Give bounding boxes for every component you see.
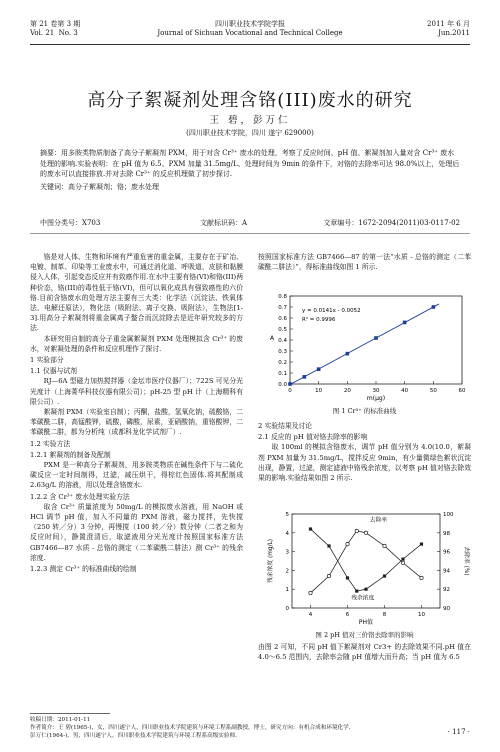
left-column: [30, 252, 243, 574]
left-y-tick-label: 4: [285, 530, 289, 537]
abstract-text: 摘要：用多胺类物质制备了高分子絮凝剂 PXM，用于对含 Cr³⁺ 废水的处理，考察了反应时间、pH 值、絮凝剂加入量对含 Cr³⁺ 废水处理的影响.实验表明：在 pH 值为 6.5、PXM 加量 31.5mg/L、处理时间为 9min 的条件下，对铬的去除率可达 98.0%以上，处理后的废水可以直接排放.并对去除 Cr³⁺ 的反应机理做了初步探讨.: [40, 149, 460, 178]
residual-point: [401, 558, 404, 561]
body-paragraph: PXM 是一种高分子絮凝剂，用多胺类物质在碱性条件下与二硫化碳反应一定时间制得，过滤，减压烘干，得棕红色固体.将其配制成 2.63g/L 的溶液，用以处理含铬废水.: [30, 461, 243, 490]
header-volume: 第 21 卷第 3 期 Vol. 21 No. 3: [30, 20, 81, 37]
x-axis-label: PH值: [358, 619, 374, 626]
figure-1-caption: 图 1 Cr³⁺ 的标准曲线: [332, 407, 397, 415]
page-number: · 117 ·: [447, 728, 470, 736]
left-y-tick-label: 0: [285, 606, 289, 612]
removal-point: [327, 574, 330, 577]
x-axis-label: m(μg): [366, 395, 386, 402]
header-rule: [30, 44, 470, 45]
x-tick-label: 60: [458, 388, 466, 394]
x-tick-label: 8: [382, 612, 387, 618]
right-column-discussion: 由图 2 可知，不同 pH 值下絮凝剂对 Cr3+ 的去除效果不同.pH 值在 4.0～6.5 范围内，去除率会随 pH 值增大而升高；当 pH 值为 6.5: [258, 643, 471, 662]
data-point: [432, 305, 436, 309]
r-squared: R² = 0.9996: [302, 317, 336, 323]
data-point: [303, 375, 307, 379]
residual-point: [364, 588, 367, 591]
figure-2-caption: 图 2 pH 值对三价铬去除率的影响: [315, 631, 414, 639]
section-heading: 1 实验部分: [30, 356, 64, 365]
left-y-axis-label: 残余浓度 (mg/L): [268, 538, 274, 584]
y-tick-label: 0.1: [278, 371, 287, 377]
data-point: [374, 336, 378, 340]
body-paragraph: 取 100ml 的模拟含铬废水，调节 pH 值分别为 4.0(10.0，絮凝剂 PXM 加量为 31.5mg/L，搅拌反应 9min，有少量微绿色絮状沉淀出现，静置，过滤，测定滤液中铬残余浓度，以考察 pH 值对铬去除效果的影响.实验结果如图 2 所示.: [258, 443, 471, 483]
plot-frame: [292, 514, 440, 608]
section-heading: 1.2.3 测定 Cr³⁺ 的标准曲线的绘制: [30, 565, 137, 574]
removal-point: [309, 591, 312, 594]
x-tick-label: 20: [343, 388, 351, 394]
removal-point: [346, 542, 349, 545]
right-y-axis-label: 去除率 (%): [463, 546, 469, 576]
x-tick-label: 4: [308, 612, 313, 618]
y-tick-label: 0.8: [278, 294, 287, 300]
residual-point: [355, 589, 358, 592]
section-heading: 1.1 仪器与试剂: [30, 367, 77, 376]
series-line-residual: [311, 529, 422, 591]
affiliation: (四川职业技术学院，四川 遂宁 629000): [186, 129, 314, 137]
x-tick-label: 30: [372, 388, 380, 394]
legend-removal: 去除率: [369, 517, 388, 524]
section-heading: 1.2 实验方法: [30, 439, 71, 448]
right-y-tick-label: 98: [443, 530, 450, 537]
authors: 王 碧，彭万仁: [209, 115, 291, 126]
y-tick-label: 0.5: [278, 327, 287, 333]
y-tick-label: 0.7: [278, 305, 287, 311]
section-heading: 2.1 反应的 pH 值对铬去除率的影响: [258, 433, 368, 442]
right-column-results: [258, 420, 471, 483]
section-divider: [30, 233, 470, 234]
right-y-tick-label: 96: [443, 549, 450, 556]
removal-point: [364, 531, 367, 534]
residual-point: [346, 576, 349, 579]
footnote: 收稿日期：2011-01-11 作者简介：王 碧(1965-)，女，四川遂宁人，四川职业技术学院建筑与环境工程系副教授，博士，研究方向：有机合成和环境化学. 彭万仁(1964-)，男，四川遂宁人，四川职业技术学院建筑与环境工程系高级实验师.: [30, 717, 351, 739]
x-tick-label: 10: [418, 612, 425, 618]
keywords: 关键词：高分子絮凝剂；铬；废水处理: [40, 182, 159, 191]
residual-point: [309, 527, 312, 530]
right-y-tick-label: 94: [443, 568, 450, 575]
left-y-tick-label: 1: [285, 587, 289, 594]
x-tick-label: 40: [401, 388, 409, 394]
body-paragraph: 取含 Cr³⁺ 质量浓度为 50mg/L 的模拟废水溶液，用 NaOH 或 HCl 调节 pH 值，加入不同量的 PXM 溶液，磁力搅拌，先快搅（250 转／分）3 分钟，再慢搅（100 转／分）数分钟（二者之和为反应时间），静置澄清后，取滤液用分光光度计按照国家标准方法 GB7466—87 水质 - 总铬的测定（二苯碳酰二肼法）测 Cr³⁺ 的残余浓度.: [30, 502, 243, 562]
body-paragraph: 本研究用自制的高分子重金属絮凝剂 PXM 处理模拟含 Cr³⁺ 的废水，对絮凝处理的条件和反应机理作了探讨.: [30, 334, 243, 353]
y-axis-label: A: [269, 335, 275, 342]
removal-point: [383, 544, 386, 547]
removal-point: [355, 529, 358, 532]
paper-title: 高分子絮凝剂处理含铬(III)废水的研究: [87, 90, 413, 111]
residual-point: [327, 544, 330, 547]
y-tick-label: 0.6: [278, 316, 287, 322]
figure-1-standard-curve: [262, 290, 472, 402]
article-number: 文章编号：1672-2094(2011)03-0117-02: [323, 219, 460, 227]
data-point: [403, 321, 407, 325]
left-y-tick-label: 3: [285, 549, 289, 556]
data-point: [317, 367, 321, 371]
y-tick-label: 0.2: [278, 360, 287, 366]
y-tick-label: 0.3: [278, 349, 287, 355]
document-code: 文献标识码：A: [200, 219, 248, 227]
legend-residual: 残余浓度: [351, 595, 375, 602]
header-journal: 四川职业技术学院学报 Journal of Sichuan Vocational and Technical College: [157, 20, 343, 37]
right-y-tick-label: 90: [443, 606, 450, 612]
body-paragraph: 铬是对人体、生物和环境有严重危害的重金属，主要存在于矿冶、电镀、制革、印染等工业废水中，可通过消化道、呼吸道、皮肤和黏膜侵入人体，引起变态反应并有致癌作用.在水中主要有铬(VI)和铬(III)两种价态，铬(III)的毒性低于铬(VI)，但可以氧化成具有强致癌性的六价铬.目前含铬废水的处理方法主要有三大类：化学法（沉淀法、铁氧体法、电解还原法），物化法（吸附法、离子交换、吸附法），生物法[1-3].用高分子絮凝剂将重金属离子螯合而沉淀除去是近年研究较多的方法.: [30, 253, 243, 333]
header-date: 2011 年 6 月 Jun.2011: [427, 20, 470, 37]
residual-point: [383, 574, 386, 577]
y-tick-label: 0.4: [278, 338, 287, 344]
data-point: [346, 352, 350, 356]
removal-point: [420, 576, 423, 579]
body-paragraph: 絮凝剂 PXM（实验室自制）；丙酮，盐酸，氢氧化钠，硫酸铬，二苯碳酰二肼，高锰酸钾，硫酸，磷酸，尿素，亚硝酸钠，重铬酸钾，二苯碳酰二肼，都为分析纯（成都科龙化学试剂厂）.: [30, 408, 243, 437]
left-y-tick-label: 2: [285, 568, 289, 575]
removal-point: [401, 561, 404, 564]
body-paragraph: RJ—6A 型磁力加热搅拌器（金坛市医疗仪器厂）；722S 可见分光光度计（上海菁华科技仪器有限公司）；pH-25 型 pH 计（上海精科有限公司）.: [30, 377, 243, 406]
y-tick-label: 0.0: [278, 382, 287, 388]
residual-point: [420, 542, 423, 545]
series-line-removal: [311, 531, 422, 593]
fit-equation: y = 0.0141x - 0.0052: [302, 308, 361, 314]
right-column-intro: 按照国家标准方法 GB7466—87 的第一法“水质 - 总铬的测定（二苯碳酰二肼法）”，得标准曲线如图 1 所示.: [258, 253, 471, 272]
trendline: [291, 304, 439, 384]
section-heading: 1.2.1 絮凝剂的制备及配制: [30, 450, 111, 459]
section-heading: 1.2.2 含 Cr³⁺ 废水处理实验方法: [30, 492, 130, 501]
abstract-block: [40, 148, 460, 192]
x-tick-label: 50: [429, 388, 437, 394]
right-y-tick-label: 100: [443, 512, 454, 518]
clc-number: 中图分类号：X703: [40, 219, 101, 227]
right-y-tick-label: 92: [443, 587, 450, 594]
x-tick-label: 6: [345, 612, 350, 618]
figure-2-ph-effect: [262, 508, 472, 626]
data-point: [288, 382, 292, 386]
left-y-tick-label: 5: [285, 512, 289, 518]
x-tick-label: 10: [315, 388, 323, 394]
section-heading: 2 实验结果及讨论: [258, 422, 313, 430]
x-tick-label: 0: [288, 388, 292, 394]
footnote-rule: [30, 713, 110, 714]
